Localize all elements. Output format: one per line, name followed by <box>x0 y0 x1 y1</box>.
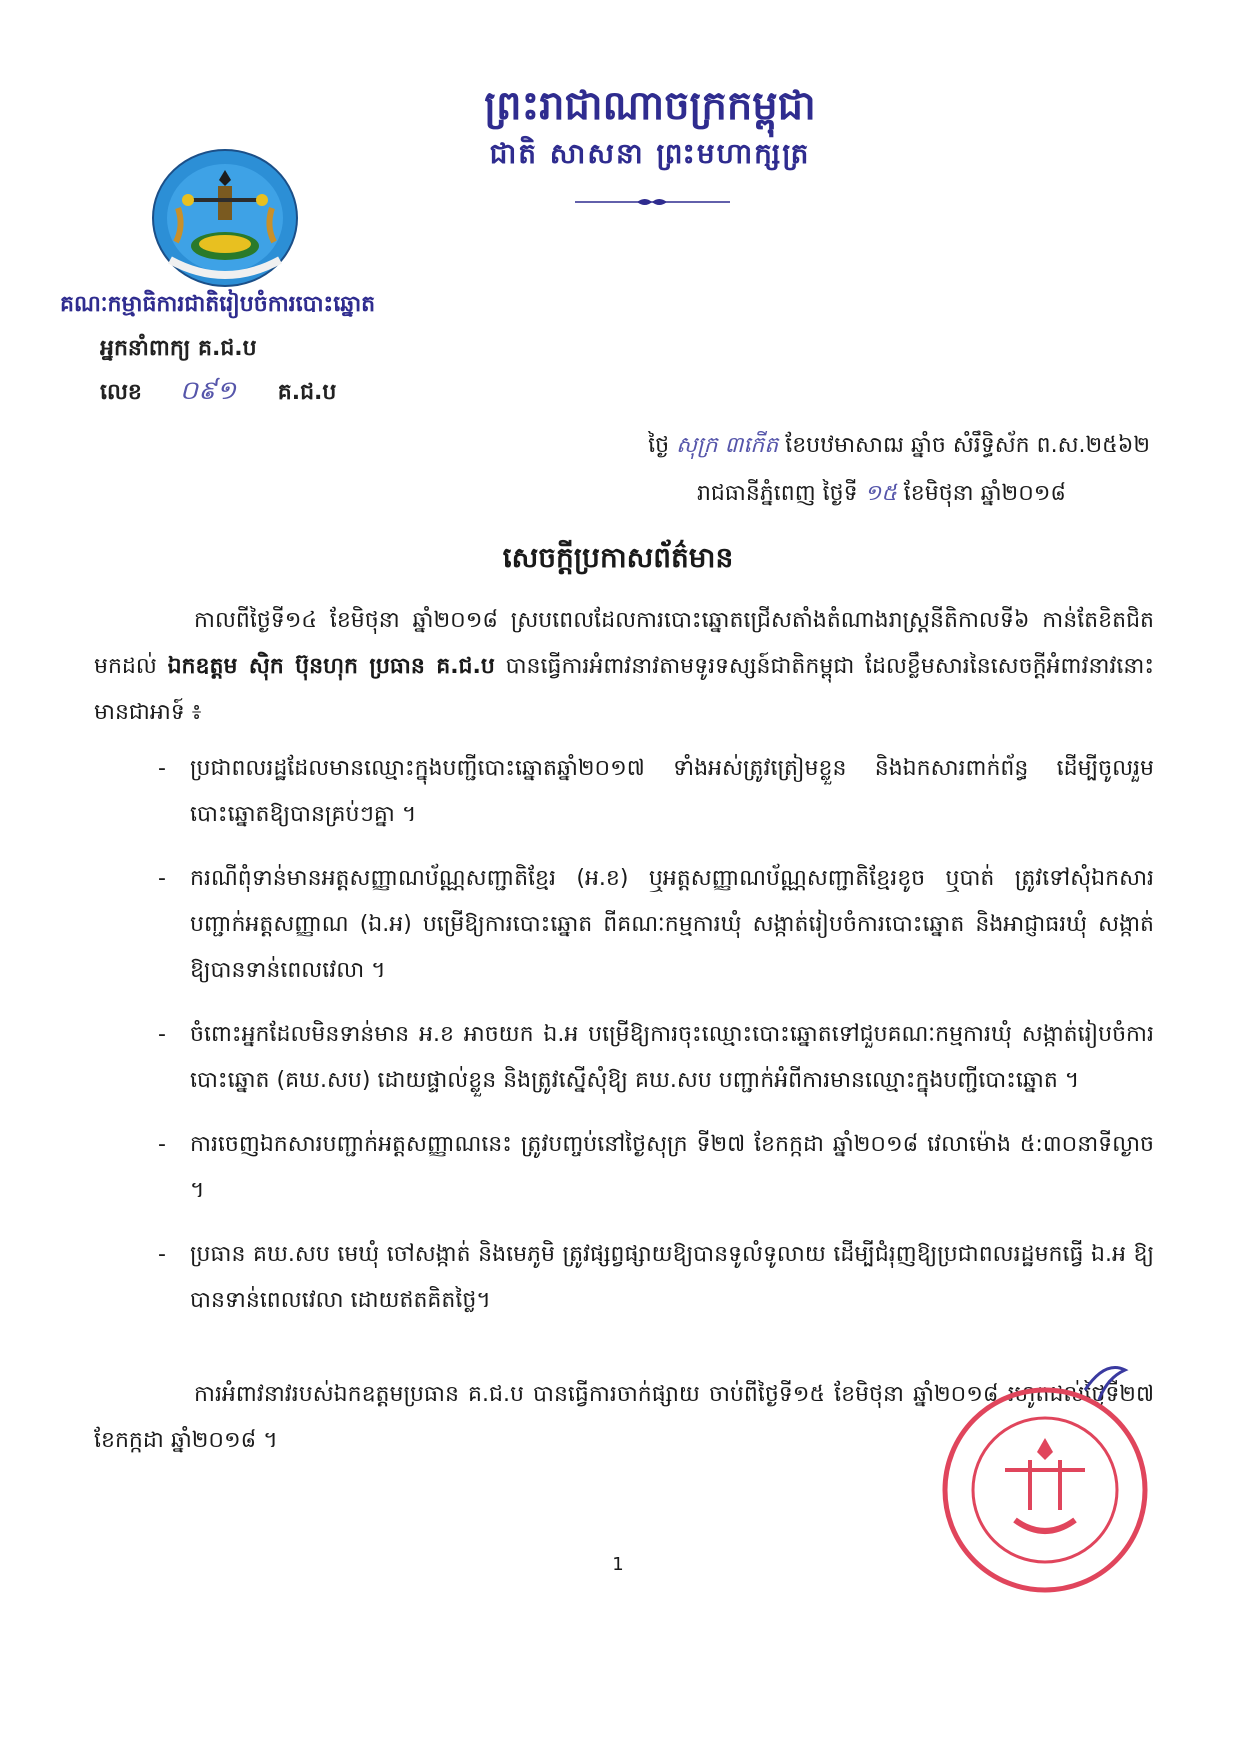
list-item <box>158 1232 1154 1324</box>
intro-part1: កាលពីថ្ងៃទី១៤ ខែមិថុនា ឆ្នាំ២០១៨ ស្របពេលដែលការបោះឆ្នោតជ្រើសតាំងតំណាងរាស្ត្រនីតិកាលទី៦ កាន់តែខិតជិតមកដល់ <box>94 608 1154 679</box>
election-committee-emblem-icon <box>150 148 300 288</box>
bullet-text: ប្រធាន គឃ.សប មេឃុំ ចៅសង្កាត់ និងមេភូមិ ត្រូវផ្សព្វផ្សាយឱ្យបានទូលំទូលាយ ដើម្បីជំរុញឱ្យប្រជាពលរដ្ឋមកធ្វើ ឯ.អ ឱ្យបានទាន់ពេលវេលា ដោយឥតគិតថ្លៃ។ <box>190 1242 1154 1313</box>
list-item <box>158 856 1154 994</box>
bullet-text: ប្រជាពលរដ្ឋដែលមានឈ្មោះក្នុងបញ្ជីបោះឆ្នោតឆ្នាំ២០១៧ ទាំងអស់ត្រូវត្រៀមខ្លួន និងឯកសារពាក់ព័ន្ធ ដើម្បីចូលរួមបោះឆ្នោតឱ្យបានគ្រប់ៗគ្នា ។ <box>190 756 1154 827</box>
bullet-text: ចំពោះអ្នកដែលមិនទាន់មាន អ.ខ អាចយក ឯ.អ បម្រើឱ្យការចុះឈ្មោះបោះឆ្នោតទៅជួបគណៈកម្មការឃុំ សង្កាត់រៀបចំការបោះឆ្នោត (គឃ.សប) ដោយផ្ទាល់ខ្លួន និងត្រូវស្នើសុំឱ្យ គឃ.សប បញ្ជាក់អំពីការមានឈ្មោះក្នុងបញ្ជីបោះឆ្នោត ។ <box>190 1022 1154 1093</box>
list-item <box>158 1122 1154 1214</box>
announcement-bullets <box>158 746 1154 1342</box>
kingdom-header <box>400 78 900 174</box>
page-number: 1 <box>612 1554 624 1575</box>
list-item <box>158 746 1154 838</box>
solar-date-rest: ខែមិថុនា ឆ្នាំ២០១៨ <box>903 481 1066 506</box>
header-ornament-icon <box>575 194 730 210</box>
list-item <box>158 1012 1154 1104</box>
intro-paragraph <box>94 598 1154 736</box>
reference-suffix: គ.ជ.ប <box>277 380 337 405</box>
intro-part2: បានធ្វើការអំពាវនាវតាមទូរទស្សន៍ជាតិកម្ពុជា ដែលខ្លឹមសារនៃសេចក្តីអំពាវនាវនោះមានជាអាទ៍ ៖ <box>94 654 1154 725</box>
solar-date-handwritten: ១៥ <box>864 481 897 506</box>
bullet-dash: - <box>158 1242 166 1267</box>
national-motto: ជាតិ សាសនា ព្រះមហាក្សត្រ <box>489 137 811 170</box>
kingdom-name: ព្រះរាជាណាចក្រកម្ពុជា <box>484 82 816 129</box>
lunar-date-handwritten: សុក្រ ៣កើត <box>676 433 779 458</box>
reference-number <box>100 374 336 410</box>
lunar-date-rest: ខែបឋមាសាឍ ឆ្នាំច សំរឹទ្ធិស័ក ព.ស.២៥៦២ <box>785 433 1150 458</box>
spokesman-title: អ្នកនាំពាក្យ គ.ជ.ប <box>100 336 257 361</box>
lunar-date <box>648 428 1150 464</box>
closing-paragraph: ការអំពាវនាវរបស់ឯកឧត្តមប្រធាន គ.ជ.ប បានធ្វើការចាក់ផ្សាយ ចាប់ពីថ្ងៃទី១៥ ខែមិថុនា ឆ្នាំ២០១៨ រហូតដល់ថ្ងៃទី២៧ ខែកក្កដា ឆ្នាំ២០១៨ ។ <box>94 1382 1154 1453</box>
committee-name: គណៈកម្មាធិការជាតិរៀបចំការបោះឆ្នោត <box>60 292 376 317</box>
bullet-dash: - <box>158 1022 166 1047</box>
lunar-date-prefix: ថ្ងៃ <box>648 433 670 458</box>
reference-label: លេខ <box>100 380 142 405</box>
bullet-dash: - <box>158 866 166 891</box>
intro-bold: ឯកឧត្តម ស៊ិក ប៊ុនហុក ប្រធាន គ.ជ.ប <box>167 654 495 679</box>
bullet-dash: - <box>158 1132 166 1157</box>
bullet-text: ការចេញឯកសារបញ្ជាក់អត្តសញ្ញាណនេះ ត្រូវបញ្ចប់នៅថ្ងៃសុក្រ ទី២៧ ខែកក្កដា ឆ្នាំ២០១៨ វេលាម៉ោង ៥:៣០នាទីល្ងាច ។ <box>190 1132 1154 1203</box>
bullet-text: ករណីពុំទាន់មានអត្តសញ្ញាណប័ណ្ណសញ្ជាតិខ្មែរ (អ.ខ) ឬអត្តសញ្ញាណប័ណ្ណសញ្ជាតិខ្មែរខូច ឬបាត់ ត្រូវទៅសុំឯកសារបញ្ជាក់អត្តសញ្ញាណ (ឯ.អ) បម្រើឱ្យការបោះឆ្នោត ពីគណៈកម្មការឃុំ សង្កាត់រៀបចំការបោះឆ្នោត និងអាជ្ញាធរឃុំ សង្កាត់ ឱ្យបានទាន់ពេលវេលា ។ <box>190 866 1154 983</box>
bullet-dash: - <box>158 756 166 781</box>
solar-date-prefix: រាជធានីភ្នំពេញ ថ្ងៃទី <box>696 481 858 506</box>
document-title: សេចក្តីប្រកាសព័ត៌មាន <box>502 541 734 574</box>
reference-handwritten-number: ០៩១ <box>179 376 237 406</box>
solar-date <box>697 476 1066 512</box>
